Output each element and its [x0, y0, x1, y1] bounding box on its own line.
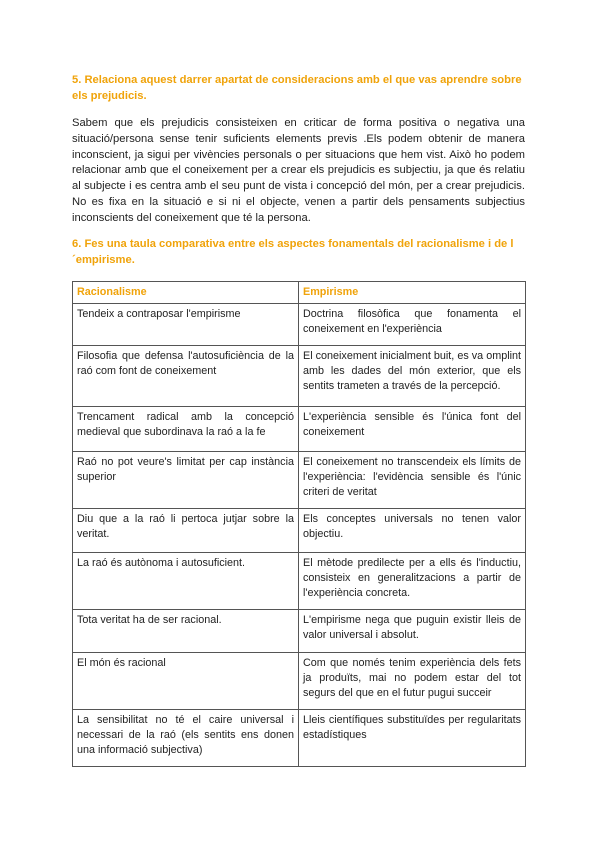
cell-empirisme: El coneixement inicialment buit, es va omplint amb les dades del món exterior, que els sentits trameten a través de la percepció. — [299, 346, 526, 407]
cell-empirisme: L'empirisme nega que puguin existir lleis de valor universal i absolut. — [299, 610, 526, 653]
cell-empirisme: Els conceptes universals no tenen valor objectiu. — [299, 509, 526, 553]
table-row — [73, 610, 526, 653]
cell-racionalisme: Filosofia que defensa l'autosuficiència de la raó com font de coneixement — [73, 346, 299, 407]
table-row — [73, 452, 526, 509]
cell-racionalisme: La raó és autònoma i autosuficient. — [73, 553, 299, 610]
cell-empirisme: Lleis científiques substituïdes per regularitats estadístiques — [299, 710, 526, 767]
cell-racionalisme: El món és racional — [73, 653, 299, 710]
cell-empirisme: Com que només tenim experiència dels fets ja produïts, mai no podem estar del tot segurs del que en el futur pugui succeir — [299, 653, 526, 710]
table-row — [73, 346, 526, 407]
cell-empirisme: El coneixement no transcendeix els límits de l'experiència: l'evidència sensible és l'únic criteri de veritat — [299, 452, 526, 509]
cell-racionalisme: Tota veritat ha de ser racional. — [73, 610, 299, 653]
cell-racionalisme: Raó no pot veure's limitat per cap instància superior — [73, 452, 299, 509]
section-6-heading: 6. Fes una taula comparativa entre els aspectes fonamentals del racionalisme i de l´empirisme. — [72, 238, 514, 266]
table-row — [73, 710, 526, 767]
header-racionalisme: Racionalisme — [73, 282, 299, 304]
header-empirisme: Empirisme — [299, 282, 526, 304]
table-header-row — [73, 282, 526, 304]
table-row — [73, 509, 526, 553]
section-5-heading: 5. Relaciona aquest darrer apartat de consideracions amb el que vas aprendre sobre els prejudicis. — [72, 74, 522, 102]
cell-empirisme: L'experiència sensible és l'única font del coneixement — [299, 407, 526, 452]
table-row — [73, 553, 526, 610]
cell-racionalisme: Tendeix a contraposar l'empirisme — [73, 304, 299, 346]
cell-empirisme: El mètode predilecte per a ells és l'inductiu, consisteix en generalitzacions a partir de l'experiència concreta. — [299, 553, 526, 610]
cell-racionalisme: La sensibilitat no té el caire universal i necessari de la raó (els sentits ens donen una informació subjectiva) — [73, 710, 299, 767]
section-5-paragraph: Sabem que els prejudicis consisteixen en criticar de forma positiva o negativa una situació/persona sense tenir suficients elements previs .Els podem obtenir de manera inconscient, ja sigui per vivències personals o per situacions que hem vist. Això ho podem relacionar amb que el coneixement per a crear els prejudicis es subjectiu, ja que és relatiu al subjecte i es centra amb el seu punt de vista i concepció del món, per a crear prejudicis. No es fixa en la situació e si ni el objecte, venen a partir dels pensaments subjectius inconscients del coneixement que té la persona. — [72, 117, 525, 224]
cell-racionalisme: Diu que a la raó li pertoca jutjar sobre la veritat. — [73, 509, 299, 553]
table-row — [73, 304, 526, 346]
cell-racionalisme: Trencament radical amb la concepció medieval que subordinava la raó a la fe — [73, 407, 299, 452]
table-row — [73, 653, 526, 710]
table-row — [73, 407, 526, 452]
comparison-table — [72, 281, 526, 767]
cell-empirisme: Doctrina filosòfica que fonamenta el coneixement en l'experiència — [299, 304, 526, 346]
